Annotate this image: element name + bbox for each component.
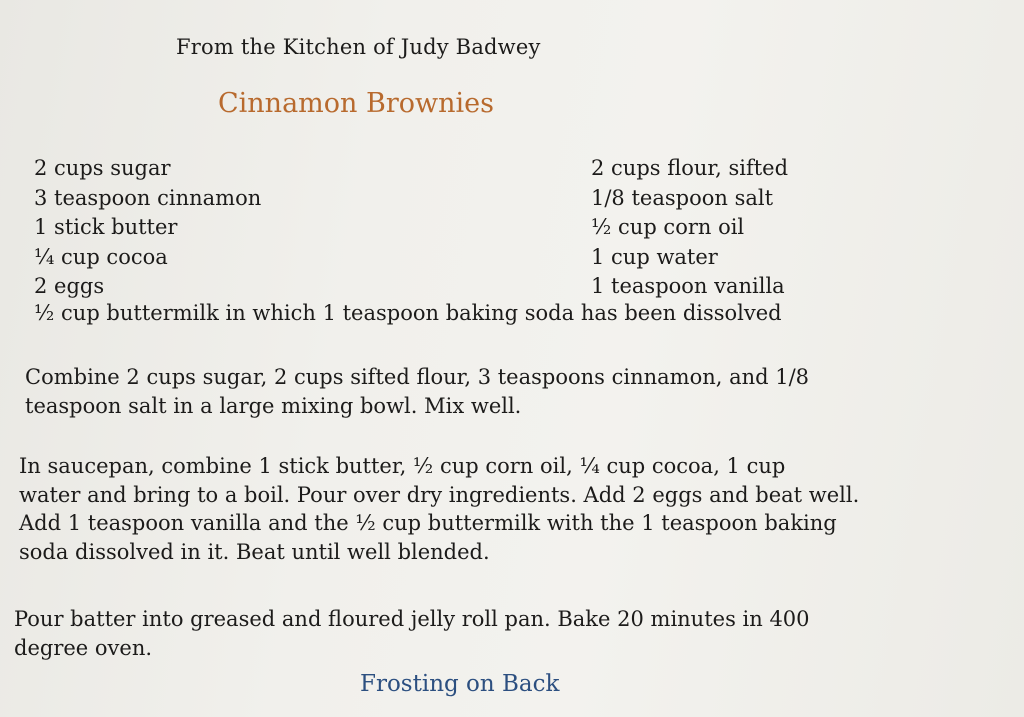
ingredient-item: 3 teaspoon cinnamon: [34, 185, 262, 210]
instruction-step-2: [19, 452, 859, 566]
ingredient-item: 1 stick butter: [34, 215, 178, 239]
frosting-note: Frosting on Back: [360, 671, 560, 697]
ingredient-item: 1 cup water: [591, 244, 718, 269]
instruction-line: Combine 2 cups sugar, 2 cups sifted flour, 3 teaspoons cinnamon, and 1/8: [25, 365, 810, 389]
ingredient-item: ½ cup corn oil: [591, 215, 745, 239]
recipe-title: Cinnamon Brownies: [218, 88, 494, 119]
instruction-step-3: [14, 605, 810, 662]
ingredients-right-column: [591, 154, 788, 302]
instruction-line: Add 1 teaspoon vanilla and the ½ cup buttermilk with the 1 teaspoon baking: [19, 511, 837, 535]
instruction-line: teaspoon salt in a large mixing bowl. Mix well.: [25, 393, 522, 418]
ingredients-left-column: [34, 154, 261, 302]
instruction-line: In saucepan, combine 1 stick butter, ½ cup corn oil, ¼ cup cocoa, 1 cup: [19, 454, 786, 478]
ingredient-item: 2 cups sugar: [34, 156, 171, 180]
ingredient-item: 2 eggs: [34, 274, 105, 298]
instruction-step-1: [25, 363, 809, 420]
ingredient-item: 1/8 teaspoon salt: [591, 185, 774, 210]
instruction-line: degree oven.: [14, 635, 153, 660]
instruction-line: soda dissolved in it. Beat until well blended.: [19, 539, 490, 564]
ingredient-item: 1 teaspoon vanilla: [591, 274, 785, 298]
ingredient-item-full-width: ½ cup buttermilk in which 1 teaspoon baking soda has been dissolved: [34, 301, 782, 325]
ingredient-item: ¼ cup cocoa: [34, 244, 168, 269]
recipe-source-header: From the Kitchen of Judy Badwey: [176, 35, 541, 59]
instruction-line: Pour batter into greased and floured jelly roll pan. Bake 20 minutes in 400: [14, 607, 810, 631]
instruction-line: water and bring to a boil. Pour over dry ingredients. Add 2 eggs and beat well.: [19, 482, 860, 507]
ingredient-item: 2 cups flour, sifted: [591, 156, 789, 180]
